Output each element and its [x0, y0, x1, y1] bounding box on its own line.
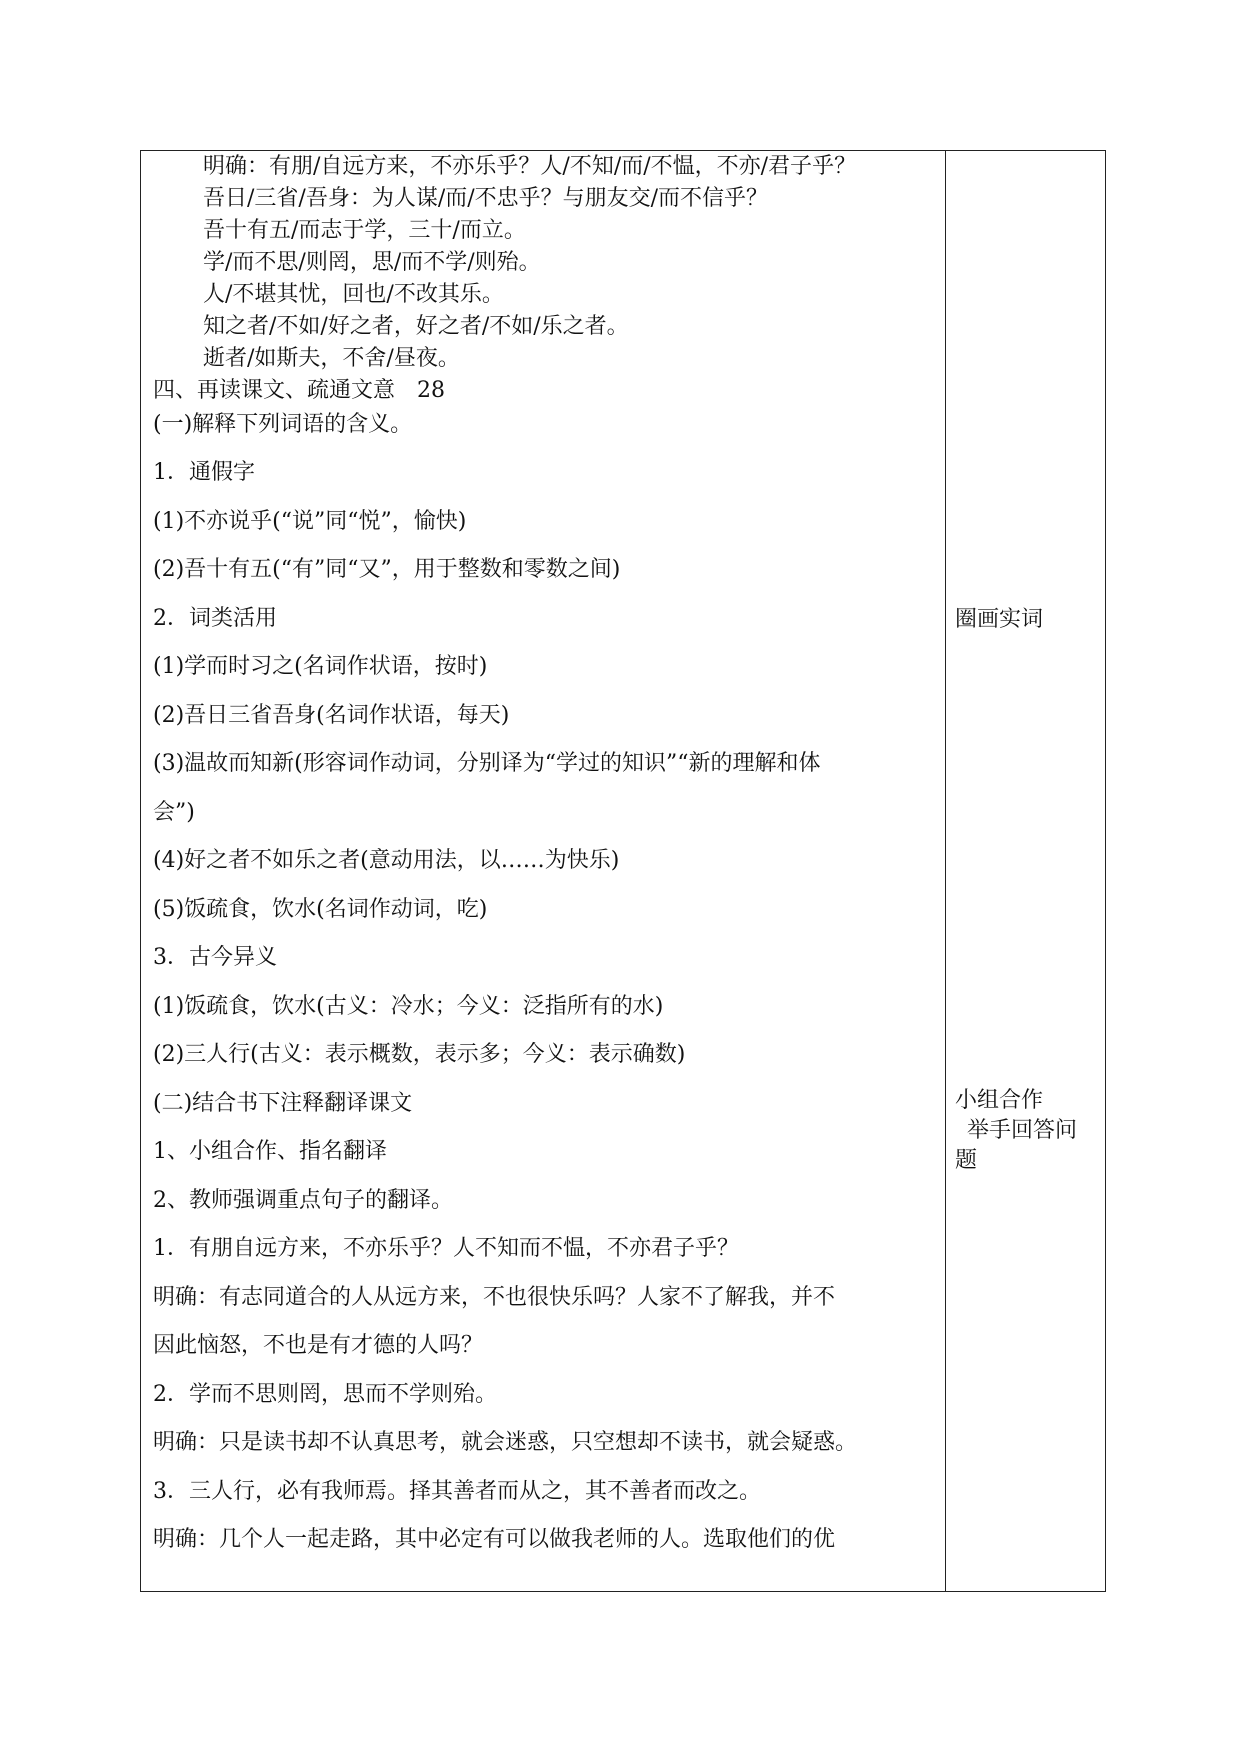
text-line: 吾十有五/而志于学，三十/而立。: [203, 218, 526, 243]
text-line: 人/不堪其忧，回也/不改其乐。: [203, 282, 504, 307]
section-heading: 四、再读课文、疏通文意 28: [153, 378, 445, 403]
text-line: 2．词类活用: [153, 606, 277, 631]
text-line: 3．古今异义: [153, 945, 277, 970]
side-note-text: 举手回答问: [967, 1118, 1078, 1143]
text-line: 吾日/三省/吾身：为人谋/而/不忠乎？与朋友交/而不信乎？: [203, 186, 769, 211]
text-line: (4)好之者不如乐之者(意动用法，以……为快乐): [153, 848, 620, 873]
text-line: (2)吾十有五(“有”同“又”，用于整数和零数之间): [153, 557, 621, 582]
text-line: (3)温故而知新(形容词作动词，分别译为“学过的知识”“新的理解和体: [153, 751, 821, 776]
text-line: 学/而不思/则罔，思/而不学/则殆。: [203, 250, 541, 275]
lesson-table: [140, 150, 1106, 1592]
text-line: (5)饭疏食，饮水(名词作动词，吃): [153, 897, 488, 922]
text-line: 明确：只是读书却不认真思考，就会迷惑，只空想却不读书，就会疑惑。: [153, 1430, 858, 1455]
text-line: 1．有朋自远方来，不亦乐乎？人不知而不愠，不亦君子乎？: [153, 1236, 739, 1261]
subsection-heading: (一)解释下列词语的含义。: [153, 412, 413, 437]
text-line: 会”): [153, 800, 195, 825]
text-line: (1)不亦说乎(“说”同“悦”，愉快): [153, 509, 467, 534]
text-line: 3．三人行，必有我师焉。择其善者而从之，其不善者而改之。: [153, 1479, 761, 1504]
side-note-text: 圈画实词: [955, 607, 1044, 632]
side-note-text: 题: [955, 1148, 978, 1173]
text-line: (1)饭疏食，饮水(古义：冷水；今义：泛指所有的水): [153, 994, 664, 1019]
text-line: (2)三人行(古义：表示概数，表示多；今义：表示确数): [153, 1042, 686, 1067]
text-line: 2、教师强调重点句子的翻译。: [153, 1188, 453, 1213]
text-line: 1．通假字: [153, 460, 255, 485]
text-line: 知之者/不如/好之者，好之者/不如/乐之者。: [203, 314, 629, 339]
text-line: 明确：几个人一起走路，其中必定有可以做我老师的人。选取他们的优: [153, 1527, 836, 1552]
text-line: (2)吾日三省吾身(名词作状语，每天): [153, 703, 510, 728]
text-line: (1)学而时习之(名词作状语，按时): [153, 654, 488, 679]
side-note-circle-words: [955, 605, 1103, 635]
subsection-heading: (二)结合书下注释翻译课文: [153, 1091, 413, 1116]
column-divider: [945, 151, 946, 1591]
text-line: 明确：有朋/自远方来，不亦乐乎？人/不知/而/不愠，不亦/君子乎？: [203, 154, 857, 179]
main-column: [153, 151, 943, 1591]
text-line: 1、小组合作、指名翻译: [153, 1139, 387, 1164]
side-note-group-work: [955, 1086, 1103, 1176]
text-line: 2．学而不思则罔，思而不学则殆。: [153, 1382, 497, 1407]
side-note-text: 小组合作: [955, 1088, 1044, 1113]
text-line: 明确：有志同道合的人从远方来，不也很快乐吗？人家不了解我，并不: [153, 1285, 836, 1310]
text-line: 因此恼怒，不也是有才德的人吗？: [153, 1333, 484, 1358]
text-line: 逝者/如斯夫，不舍/昼夜。: [203, 346, 460, 371]
